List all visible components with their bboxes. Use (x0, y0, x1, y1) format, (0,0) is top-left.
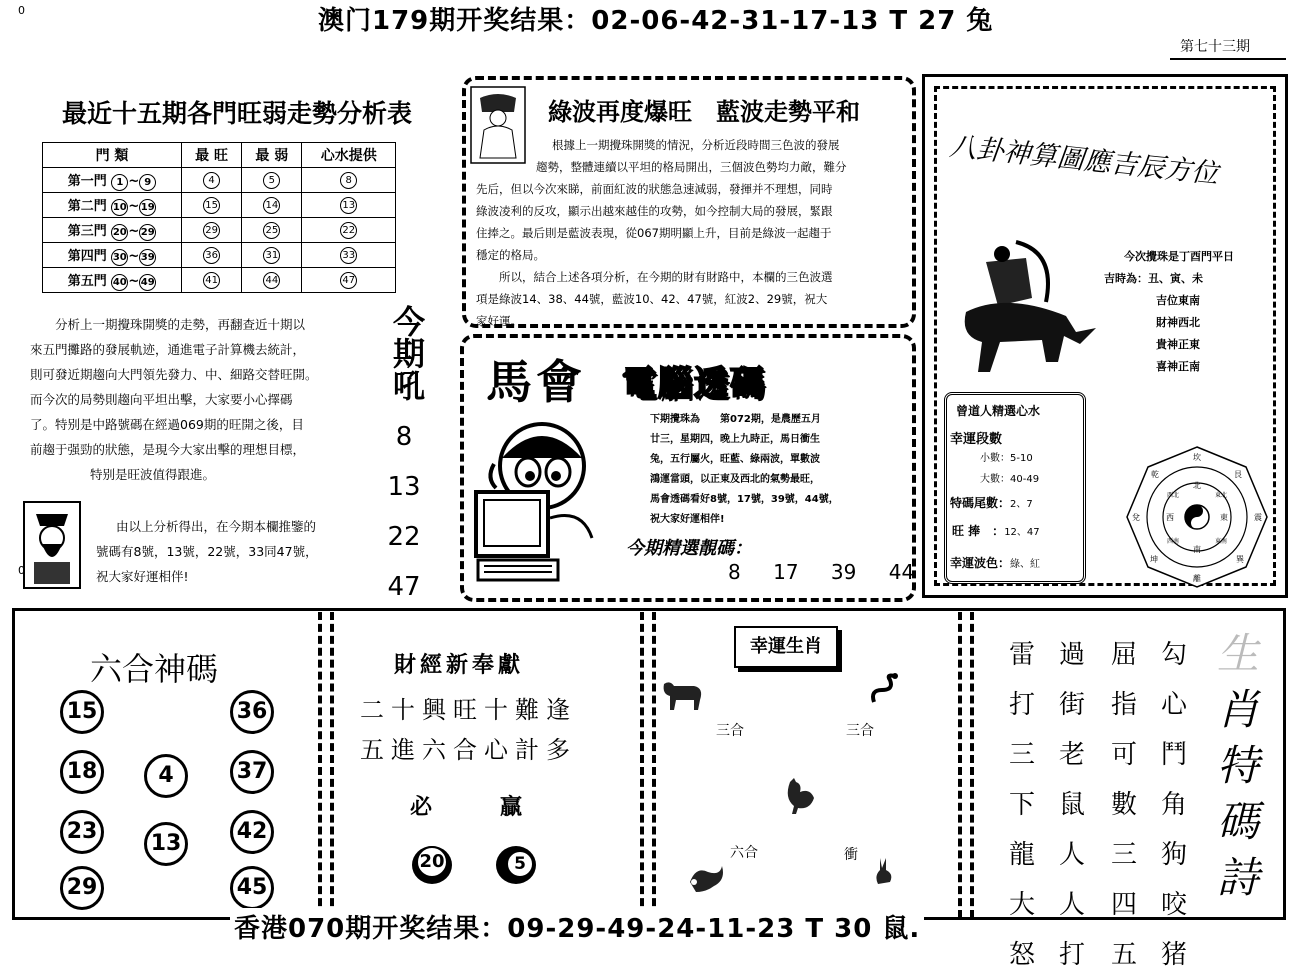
range-start: 10 (111, 199, 128, 216)
conclusion-line: 由以上分析得出，在今期本欄推鑒的 (116, 519, 317, 534)
compass-outer: 離 (1193, 574, 1201, 583)
poem-title-char: 碼 (1216, 797, 1259, 846)
macau-result-header: 澳门179期开奖结果：02-06-42-31-17-13 T 27 兔 (318, 6, 994, 36)
poem-title-char: 肖 (1216, 685, 1259, 734)
zodiac-title: 幸運生肖 (734, 626, 838, 668)
number-ball: 15 (60, 690, 104, 734)
pick-number: 8 (728, 560, 741, 584)
finance-title: 財經新奉獻 (394, 652, 525, 678)
weak-number: 14 (263, 197, 280, 214)
range-end: 19 (139, 199, 156, 216)
big-range: 大數：40-49 (980, 474, 1040, 485)
table-row (43, 268, 396, 293)
wave-row (950, 554, 1040, 571)
conclusion-line: 祝大家好運相伴! (96, 569, 189, 584)
number-ball: 36 (230, 690, 274, 734)
picks-box-title: 曾道人精選心水 (956, 404, 1041, 418)
paragraph-line: 特别是旺波值得跟進。 (90, 467, 216, 482)
paragraph-line: 家好運。 (476, 314, 522, 328)
info-line: 財神西北 (1156, 316, 1200, 329)
pick-label: 今期精選靚碼： (626, 538, 752, 559)
pick-number: 33 (340, 247, 357, 264)
dragon-icon (686, 862, 726, 896)
divider (330, 612, 334, 918)
pick-number: 22 (340, 222, 357, 239)
range-end: 39 (139, 249, 156, 266)
range-start: 1 (111, 174, 128, 191)
hongkong-result-footer: 香港070期开奖结果：09-29-49-24-11-23 T 30 鼠. (230, 908, 924, 945)
side-mark: 0 (18, 564, 25, 577)
compass-ring: 東南 (1214, 538, 1228, 545)
finance-line-1: 二十興旺十難逢 (360, 696, 577, 724)
number-ball: 37 (230, 750, 274, 794)
paragraph-line: 前趨于强勁的狀態，是現今大家出擊的理想目標， (30, 442, 306, 457)
compass-outer: 坤 (1150, 555, 1158, 564)
poem-column: 雷打三下龍大怒 (1008, 640, 1035, 970)
col-header-pick: 心水提供 (302, 143, 396, 168)
header-rule (1170, 58, 1286, 60)
pick-number: 13 (340, 197, 357, 214)
analysis-conclusion (96, 514, 386, 589)
poem-column: 屈指可數三四五 (1110, 640, 1137, 970)
compass-outer: 兌 (1132, 513, 1140, 522)
wave-value: 綠、紅 (1010, 559, 1041, 570)
bagua-info (1104, 246, 1284, 378)
range-start: 40 (111, 274, 128, 291)
tilde: ~ (128, 223, 140, 239)
small-range: 小數：5-10 (980, 453, 1033, 464)
paragraph-line: 穩定的格局。 (476, 248, 545, 262)
jinqi-char: 吼 (392, 367, 425, 405)
divider (958, 612, 962, 918)
computer-text-line: 廿三，星期四，晚上九時正，馬日衝生 (650, 434, 820, 445)
weak-number: 31 (263, 247, 280, 264)
divider (652, 612, 656, 918)
paragraph-line: 了。特别是中路號碼在經過069期的旺開之後，目 (30, 417, 304, 432)
compass-outer: 巽 (1236, 555, 1244, 564)
compass-outer: 艮 (1234, 470, 1242, 479)
compass-ring: 西南 (1166, 538, 1180, 545)
issue-label: 第七十三期 (1180, 39, 1250, 55)
strong-number: 29 (203, 222, 220, 239)
zodiac-label: 三合 (846, 723, 874, 739)
tail-label: 特碼尾數： (950, 496, 1011, 510)
compass-outer: 乾 (1151, 470, 1159, 479)
col-header-strong: 最 旺 (182, 143, 242, 168)
snake-icon (868, 672, 904, 708)
divider (318, 612, 322, 918)
paragraph-line: 根據上一期攪珠開獎的情況，分析近段時間三色波的發展 (552, 138, 840, 152)
weak-number: 25 (263, 222, 280, 239)
number-ball: 23 (60, 810, 104, 854)
range-end: 49 (139, 274, 156, 291)
poem-title-char: 特 (1216, 741, 1259, 790)
computer-text-line: 兔，五行屬火，旺藍、綠兩波，單數波 (650, 454, 820, 465)
paragraph-line: 則可發近期趨向大門領先發力、中、細路交替旺開。 (30, 367, 318, 382)
number-ball: 42 (230, 810, 274, 854)
corner-mark: 0 (18, 4, 25, 17)
jinqi-number: 22 (387, 522, 421, 552)
computer-text-line: 祝大家好運相伴! (650, 514, 725, 525)
poem-column: 勾心鬥角狗咬猪 (1160, 640, 1187, 970)
lucky-ball: 5 (506, 850, 534, 878)
compass-outer: 震 (1254, 513, 1262, 522)
pick-number: 8 (340, 172, 357, 189)
group-label: 第二門 (67, 198, 107, 214)
jinqi-number: 47 (387, 572, 421, 602)
computer-text-line: 下期攪珠為 第072期，是農歷五月 (650, 414, 821, 425)
compass-inner: 南 (1193, 545, 1201, 554)
poem-title-char: 生 (1216, 629, 1259, 678)
group-label: 第四門 (67, 248, 107, 264)
computer-title-right: 電腦透碼 (622, 364, 766, 404)
strong-number: 41 (203, 272, 220, 289)
strong-number: 36 (203, 247, 220, 264)
poem-title (1206, 626, 1270, 906)
finance-line-2: 五進六合心計多 (360, 736, 577, 764)
rabbit-icon (872, 856, 896, 886)
tilde: ~ (128, 198, 140, 214)
computer-title-left: 馬會 (486, 355, 586, 409)
range-end: 29 (139, 224, 156, 241)
info-line: 吉位東南 (1156, 294, 1200, 307)
jinqi-char: 期 (392, 335, 425, 373)
conclusion-line: 號碼有8號，13號，22號，33同47號， (96, 544, 318, 559)
range-end: 9 (139, 174, 156, 191)
prosper-value: 12、47 (1004, 527, 1040, 538)
number-ball: 4 (144, 754, 188, 798)
rooster-icon (780, 776, 820, 816)
archer-horseman-icon (946, 232, 1106, 382)
zodiac-label: 衝 (844, 847, 858, 863)
jinqi-number: 8 (395, 422, 413, 452)
table-row (43, 168, 396, 193)
group-label: 第一門 (67, 173, 107, 189)
liuhe-title: 六合神碼 (90, 650, 219, 688)
lucky-ball: 20 (416, 846, 448, 878)
green-wave-paragraph (476, 134, 908, 332)
number-ball: 18 (60, 750, 104, 794)
divider (640, 612, 644, 918)
weak-number: 5 (263, 172, 280, 189)
computer-text-line: 鴻運當頭，以正東及西北的氣勢最旺， (650, 474, 820, 485)
info-line: 喜神正南 (1156, 360, 1200, 373)
jinqi-title (386, 303, 432, 405)
info-line: 貴神正東 (1156, 338, 1200, 351)
computer-text (650, 410, 900, 530)
pick-number: 39 (830, 560, 857, 584)
range-start: 30 (111, 249, 128, 266)
bagua-compass (1124, 444, 1270, 590)
jinqi-char: 今 (392, 303, 425, 341)
compass-ring: 東北 (1214, 492, 1228, 499)
pick-number: 44 (888, 560, 915, 584)
paragraph-line: 來五門攤路的發展軌迹，通進電子計算機去統計， (30, 342, 306, 357)
group-label: 第三門 (67, 223, 107, 239)
lucky-segment-label: 幸運段數 (950, 432, 1003, 447)
col-header-weak: 最 弱 (242, 143, 302, 168)
analysis-paragraph (30, 312, 380, 487)
compass-ring: 西北 (1166, 492, 1180, 499)
ox-icon (660, 676, 706, 712)
compass-inner: 北 (1193, 481, 1201, 490)
table-row (43, 193, 396, 218)
poem-column: 過街老鼠人人打 (1058, 640, 1085, 970)
win-left-char: 必 (410, 794, 433, 820)
tilde: ~ (128, 173, 140, 189)
poem-title-char: 詩 (1216, 853, 1259, 902)
win-right-char: 贏 (500, 794, 523, 820)
paragraph-line: 而今次的局勢則趨向平坦出擊，大家要小心擇碼 (30, 392, 293, 407)
analysis-table (42, 142, 396, 293)
paragraph-line: 先后，但以今次來睇，前面紅波的狀態急速減弱，發揮并不理想，同時 (476, 182, 833, 196)
analysis-title: 最近十五期各門旺弱走勢分析表 (62, 99, 413, 128)
computer-text-line: 馬會透碼看好8號，17號，39號，44號， (650, 494, 839, 505)
tilde: ~ (128, 273, 140, 289)
divider (970, 612, 974, 918)
compass-outer: 坎 (1193, 453, 1201, 462)
compass-inner: 西 (1166, 513, 1174, 522)
tail-value: 2、7 (1010, 499, 1033, 510)
paragraph-line: 綠波凌利的反攻，顯示出越來越佳的攻勢，如今控制大局的發展，緊跟 (476, 204, 833, 218)
pick-number: 17 (773, 560, 799, 584)
col-header-group: 門 類 (43, 143, 182, 168)
strong-number: 15 (203, 197, 220, 214)
paragraph-line: 分析上一期攪珠開獎的走勢，再翻查近十期以 (55, 317, 306, 332)
number-ball: 45 (230, 866, 274, 910)
table-row (43, 243, 396, 268)
range-start: 20 (111, 224, 128, 241)
bagua-title: 八卦神算圖應吉辰方位 (948, 130, 1220, 191)
tail-row (950, 494, 1033, 511)
info-line: 吉時為：丑、寅、未 (1104, 272, 1203, 285)
guan-gong-portrait (22, 500, 82, 590)
info-line: 今次攪珠是丁酉門平日 (1124, 250, 1234, 263)
prosper-label: 旺 捧 ： (952, 524, 1005, 538)
jinqi-number: 13 (387, 472, 421, 502)
zodiac-label: 三合 (716, 723, 744, 739)
pick-number: 47 (340, 272, 357, 289)
strong-number: 4 (203, 172, 220, 189)
computer-mascot (472, 418, 632, 588)
paragraph-line: 項是綠波14、38、44號，藍波10、42、47號，紅波2、29號，祝大 (476, 292, 828, 306)
wave-label: 幸運波色： (950, 556, 1011, 570)
prosper-row (952, 522, 1040, 539)
computer-picks (728, 560, 914, 584)
compass-inner: 東 (1220, 513, 1228, 522)
group-label: 第五門 (67, 273, 107, 289)
jinqi-numbers (380, 412, 428, 612)
weak-number: 44 (263, 272, 280, 289)
green-wave-title: 綠波再度爆旺 藍波走勢平和 (548, 97, 860, 126)
zodiac-label: 六合 (730, 845, 758, 861)
number-ball: 13 (144, 822, 188, 866)
paragraph-line: 住捧之。最后則是藍波表現，從067期明顯上升，目前是綠波一起趨于 (476, 226, 832, 240)
number-ball: 29 (60, 866, 104, 910)
paragraph-line: 所以，結合上述各項分析，在今期的財有財路中，本欄的三色波選 (499, 270, 833, 284)
paragraph-line: 趨勢，整體連續以平坦的格局開出，三個波色勢均力敵，難分 (536, 160, 847, 174)
tilde: ~ (128, 248, 140, 264)
table-row (43, 218, 396, 243)
